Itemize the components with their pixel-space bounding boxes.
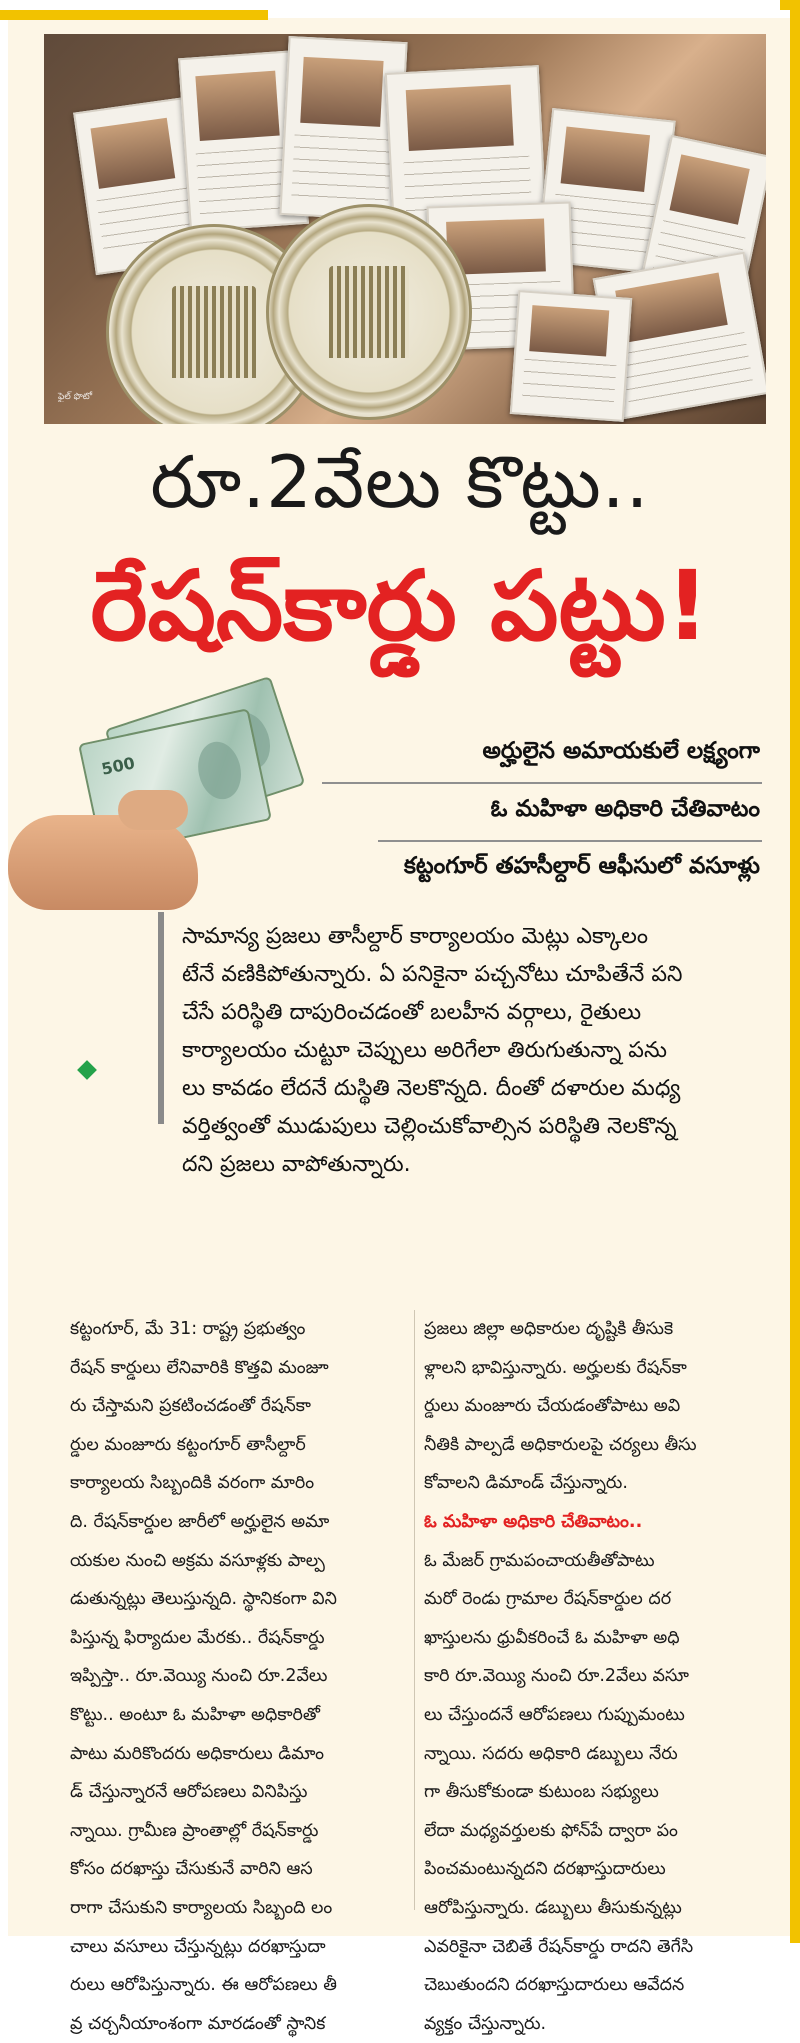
body-line: యకుల నుంచి అక్రమ వసూళ్లకు పాల్ప bbox=[70, 1550, 325, 1571]
intro-line: చేసే పరిస్థితి దాపురించడంతో బలహీన వర్గాలు, రైతులు bbox=[182, 1000, 642, 1025]
body-line: ఆరోపిస్తున్నారు. డబ్బులు తీసుకున్నట్లు bbox=[424, 1897, 682, 1918]
intro-line: టేనే వణికిపోతున్నారు. ఏ పనికైనా పచ్చనోటు చూపితేనే పని bbox=[182, 962, 683, 987]
body-line: పాటు మరికొందరు అధికారులు డిమాం bbox=[70, 1743, 325, 1764]
body-line: పిస్తున్న ఫిర్యాదుల మేరకు.. రేషన్‌కార్డు bbox=[70, 1627, 325, 1648]
subhead-2: ఓ మహిళా అధికారి చేతివాటం bbox=[490, 796, 760, 822]
body-line: ప్రజలు జిల్లా అధికారుల దృష్టికి తీసుకె bbox=[424, 1319, 674, 1339]
photo-caption: ఫైల్ ఫొటో bbox=[58, 392, 93, 402]
body-line: లు చేస్తుందనే ఆరోపణలు గుప్పుమంటు bbox=[424, 1704, 685, 1725]
thumb bbox=[118, 790, 188, 830]
body-line: డుతున్నట్లు తెలుస్తున్నది. స్థానికంగా విని bbox=[70, 1589, 337, 1610]
ration-card-image bbox=[510, 290, 632, 422]
telangana-emblem bbox=[266, 204, 472, 420]
column-divider bbox=[414, 1310, 415, 1910]
headline-line-1: రూ.2వేలు కొట్టు.. bbox=[150, 440, 650, 524]
intro-line: సామాన్య ప్రజలు తాసీల్దార్ కార్యాలయం మెట్లు ఎక్కాలం bbox=[182, 924, 649, 949]
intro-line: లు కావడం లేదనే దుస్థితి నెలకొన్నది. దీంతో దళారుల మధ్య bbox=[182, 1076, 681, 1101]
body-line: డ్ చేస్తున్నారనే ఆరోపణలు వినిపిస్తు bbox=[70, 1782, 308, 1803]
body-line: న్నాయి. గ్రామీణ ప్రాంతాల్లో రేషన్‌కార్డు bbox=[70, 1820, 319, 1841]
body-line: చెబుతుందని దరఖాస్తుదారులు ఆవేదన bbox=[424, 1975, 685, 1996]
body-line: వ్ర చర్చనీయాంశంగా మారడంతో స్థానిక bbox=[70, 2013, 326, 2034]
body-line: రు చేస్తామని ప్రకటించడంతో రేషన్‌కా bbox=[70, 1396, 311, 1417]
body-line: ర్డులు మంజూరు చేయడంతోపాటు అవి bbox=[424, 1396, 681, 1417]
body-line: ది. రేషన్‌కార్డుల జారీలో అర్హులైన అమా bbox=[70, 1511, 330, 1532]
note-denomination: 500 bbox=[99, 753, 137, 779]
body-line: రాగా చేసుకుని కార్యాలయ సిబ్బంది లం bbox=[70, 1897, 333, 1918]
body-line: చాలు వసూలు చేస్తున్నట్లు దరఖాస్తుదా bbox=[70, 1936, 326, 1957]
subhead-1: అర్హులైన అమాయకులే లక్ష్యంగా bbox=[482, 738, 760, 764]
body-line: మరో రెండు గ్రామాల రేషన్‌కార్డుల దర bbox=[424, 1589, 672, 1610]
subhead-divider bbox=[378, 840, 762, 842]
body-line: న్నాయి. సదరు అధికారి డబ్బులు నేరు bbox=[424, 1743, 678, 1764]
body-line: ఓ మేజర్ గ్రామపంచాయతీతోపాటు bbox=[424, 1550, 655, 1571]
body-line: రేషన్ కార్డులు లేనివారికి కొత్తవి మంజూ bbox=[70, 1357, 329, 1378]
body-line: నీతికి పాల్పడే అధికారులపై చర్యలు తీసు bbox=[424, 1434, 697, 1455]
body-line: కోసం దరఖాస్తు చేసుకునే వారిని ఆస bbox=[70, 1859, 313, 1880]
body-line: ఇప్పిస్తా.. రూ.వెయ్యి నుంచి రూ.2వేలు bbox=[70, 1666, 328, 1687]
ration-cards-photo bbox=[44, 34, 766, 424]
body-line: కార్యాలయ సిబ్బందికి వరంగా మారిం bbox=[70, 1473, 315, 1494]
body-line: ఎవరికైనా చెబితే రేషన్‌కార్డు రాదని తెగేసి bbox=[424, 1936, 694, 1957]
subhead-3: కట్టంగూర్ తహసీల్దార్ ఆఫీసులో వసూళ్లు bbox=[403, 853, 760, 879]
headline-line-2: రేషన్‌కార్డు పట్టు! bbox=[90, 550, 710, 662]
intro-line: వర్తిత్వంతో ముడుపులు చెల్లించుకోవాల్సిన పరిస్థితి నెలకొన్న bbox=[182, 1114, 677, 1139]
body-line: లేదా మధ్యవర్తులకు ఫోన్‌పే ద్వారా పం bbox=[424, 1820, 678, 1841]
intro-side-bar bbox=[158, 912, 164, 1124]
body-line: కట్టంగూర్, మే 31: రాష్ట్ర ప్రభుత్వం bbox=[70, 1319, 306, 1339]
body-line: ళ్లాలని భావిస్తున్నారు. అర్హులకు రేషన్‌కా bbox=[424, 1357, 687, 1378]
intro-paragraph bbox=[182, 918, 764, 1184]
article-right-column bbox=[424, 1310, 760, 2043]
column-subhead: ఓ మహిళా అధికారి చేతివాటం.. bbox=[424, 1511, 643, 1532]
cash-in-hand-image bbox=[8, 690, 308, 920]
body-line: రులు ఆరోపిస్తున్నారు. ఈ ఆరోపణలు తీ bbox=[70, 1975, 337, 1996]
intro-line: దని ప్రజలు వాపోతున్నారు. bbox=[182, 1152, 411, 1177]
article-left-column bbox=[70, 1310, 406, 2043]
intro-line: కార్యాలయం చుట్టూ చెప్పులు అరిగేలా తిరుగుతున్నా పను bbox=[182, 1038, 667, 1063]
body-line: కారి రూ.వెయ్యి నుంచి రూ.2వేలు వసూ bbox=[424, 1666, 689, 1687]
yellow-corner bbox=[780, 0, 800, 10]
body-line: ఖాస్తులను ధ్రువీకరించే ఓ మహిళా అధి bbox=[424, 1627, 680, 1648]
body-line: పించమంటున్నదని దరఖాస్తుదారులు bbox=[424, 1859, 666, 1880]
subhead-divider bbox=[322, 782, 762, 784]
yellow-right-border bbox=[790, 0, 800, 1943]
body-line: కొట్టు.. అంటూ ఓ మహిళా అధికారితో bbox=[70, 1704, 321, 1725]
body-line: గా తీసుకోకుండా కుటుంబ సభ్యులు bbox=[424, 1782, 659, 1803]
yellow-top-border bbox=[0, 10, 268, 20]
body-line: ర్డుల మంజూరు కట్టంగూర్ తాసీల్దార్ bbox=[70, 1434, 306, 1455]
body-line: వ్యక్తం చేస్తున్నారు. bbox=[424, 2013, 547, 2034]
body-line: కోవాలని డిమాండ్ చేస్తున్నారు. bbox=[424, 1473, 628, 1494]
